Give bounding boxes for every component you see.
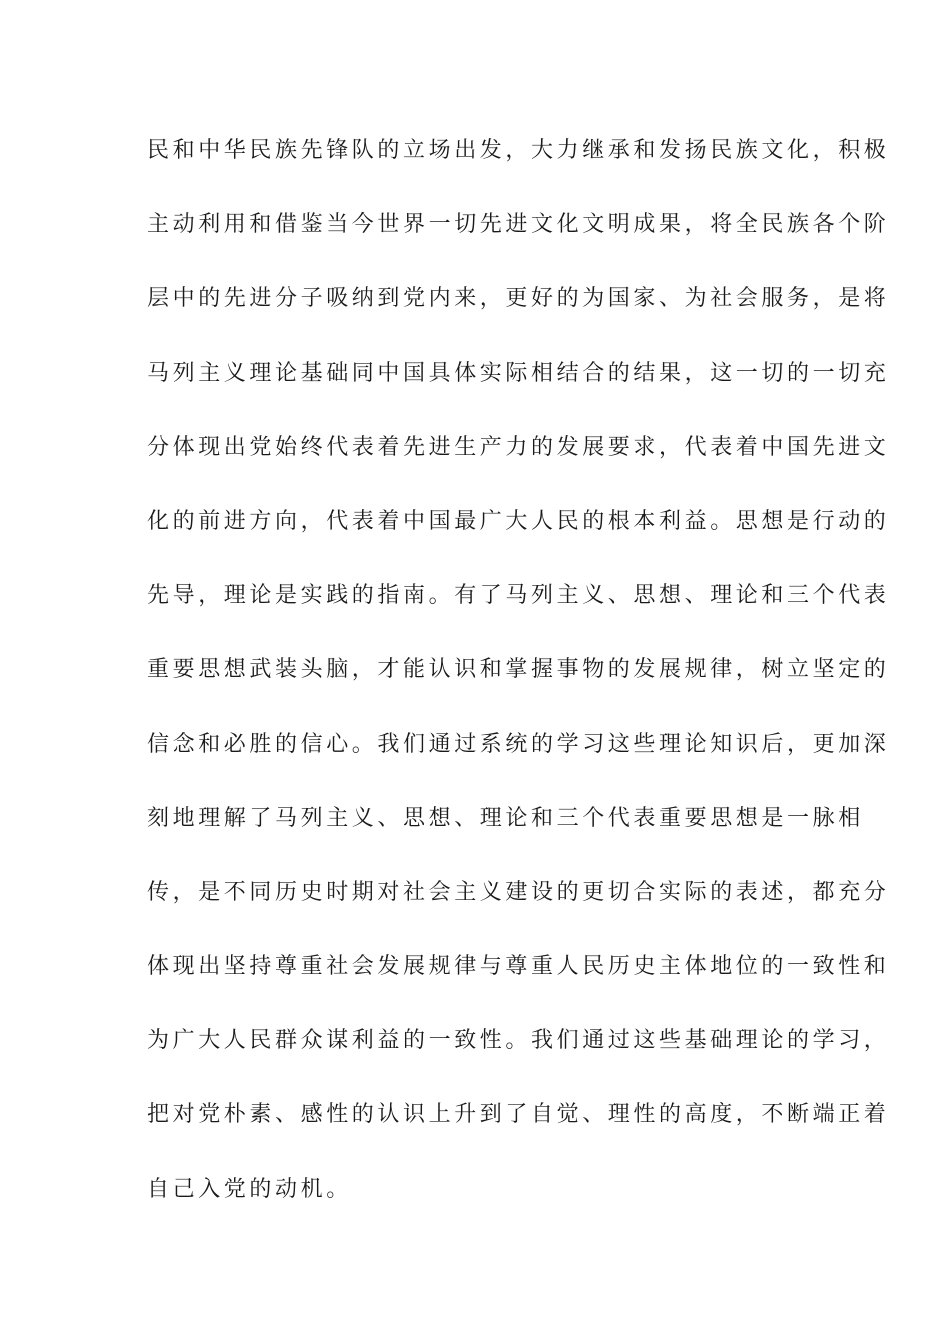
text-line-15: 自己入党的动机。 xyxy=(147,1176,352,1202)
text-line-2: 主动利用和借鉴当今世界一切先进文化文明成果，将全民族各个阶 xyxy=(147,212,890,238)
text-line-9: 信念和必胜的信心。我们通过系统的学习这些理论知识后，更加深 xyxy=(147,731,890,757)
text-line-5: 分体现出党始终代表着先进生产力的发展要求，代表着中国先进文 xyxy=(147,434,890,460)
text-line-6: 化的前进方向，代表着中国最广大人民的根本利益。思想是行动的 xyxy=(147,508,890,534)
text-line-1: 民和中华民族先锋队的立场出发，大力继承和发扬民族文化，积极 xyxy=(147,138,890,163)
text-line-10: 刻地理解了马列主义、思想、理论和三个代表重要思想是一脉相 xyxy=(147,805,864,831)
text-line-13: 为广大人民群众谋利益的一致性。我们通过这些基础理论的学习， xyxy=(147,1028,890,1054)
text-line-7: 先导，理论是实践的指南。有了马列主义、思想、理论和三个代表 xyxy=(147,583,890,609)
text-line-8: 重要思想武装头脑，才能认识和掌握事物的发展规律，树立坚定的 xyxy=(147,657,890,683)
text-line-4: 马列主义理论基础同中国具体实际相结合的结果，这一切的一切充 xyxy=(147,360,890,386)
text-line-12: 体现出坚持尊重社会发展规律与尊重人民历史主体地位的一致性和 xyxy=(147,954,890,980)
text-line-11: 传，是不同历史时期对社会主义建设的更切合实际的表述，都充分 xyxy=(147,879,890,905)
body-paragraph xyxy=(147,124,890,1237)
text-line-3: 层中的先进分子吸纳到党内来，更好的为国家、为社会服务，是将 xyxy=(147,286,890,312)
text-line-14: 把对党朴素、感性的认识上升到了自觉、理性的高度，不断端正着 xyxy=(147,1102,890,1128)
